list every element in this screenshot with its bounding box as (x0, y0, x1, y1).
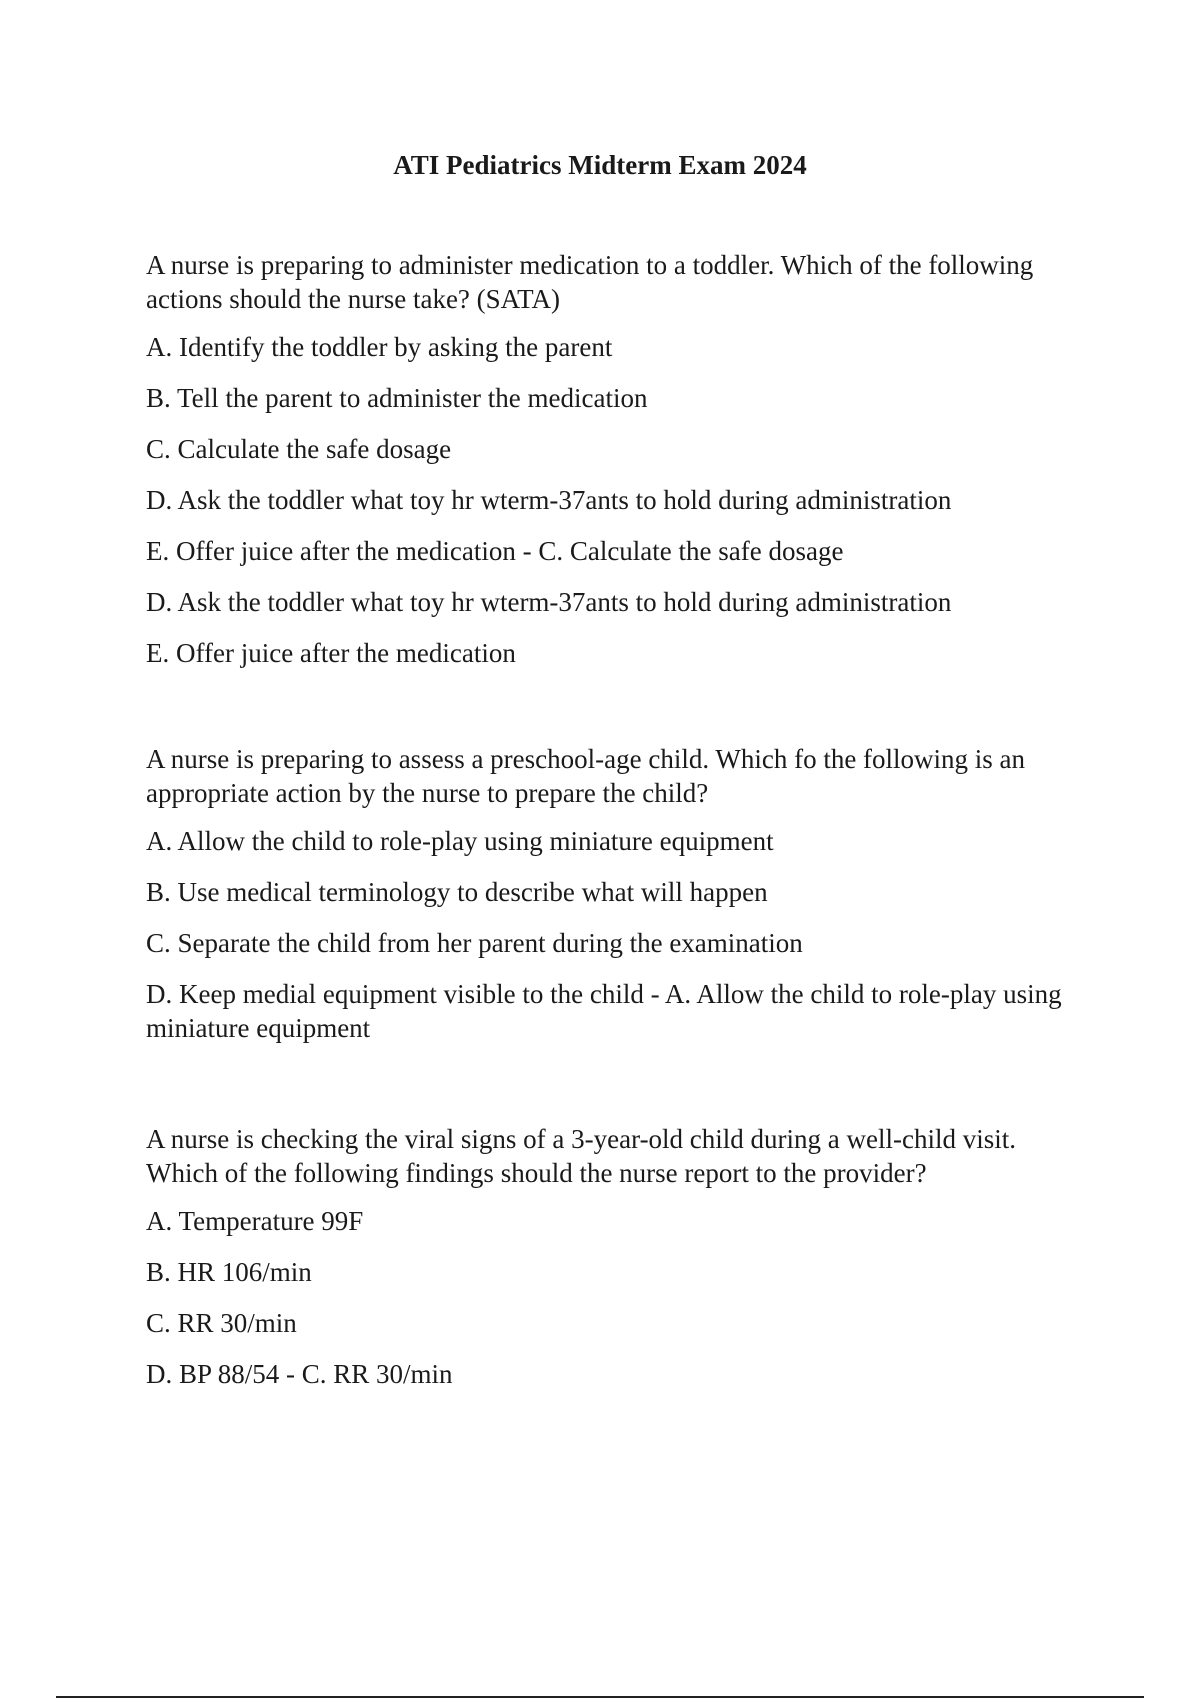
answer-option: D. BP 88/54 - C. RR 30/min (146, 1359, 453, 1389)
answer-option: D. Keep medial equipment visible to the child - A. Allow the child to role-play using miniature equipment (146, 979, 1062, 1043)
question-stem: A nurse is preparing to assess a preschool-age child. Which fo the following is an appropriate action by the nurse to prepare the child? (146, 744, 1026, 808)
answer-option: A. Identify the toddler by asking the parent (146, 332, 613, 362)
document-title: ATI Pediatrics Midterm Exam 2024 (393, 150, 807, 180)
answer-option: A. Temperature 99F (146, 1206, 364, 1236)
answer-option: B. Tell the parent to administer the medication (146, 383, 648, 413)
question-1 (146, 248, 1086, 687)
answer-option: D. Ask the toddler what toy hr wterm-37ants to hold during administration (146, 485, 952, 515)
answer-option: D. Ask the toddler what toy hr wterm-37ants to hold during administration (146, 587, 952, 617)
question-3 (146, 1122, 1086, 1408)
footer-rule (56, 1696, 1144, 1698)
answer-option: C. Calculate the safe dosage (146, 434, 452, 464)
question-stem: A nurse is preparing to administer medication to a toddler. Which of the following actions should the nurse take? (SATA) (146, 250, 1034, 314)
question-stem: A nurse is checking the viral signs of a 3-year-old child during a well-child visit. Which of the following findings should the nurse report to the provider? (146, 1124, 1016, 1188)
answer-option: E. Offer juice after the medication (146, 638, 516, 668)
answer-option: C. RR 30/min (146, 1308, 297, 1338)
answer-option: A. Allow the child to role-play using miniature equipment (146, 826, 774, 856)
answer-option: B. Use medical terminology to describe what will happen (146, 877, 768, 907)
answer-option: B. HR 106/min (146, 1257, 312, 1287)
answer-option: C. Separate the child from her parent during the examination (146, 928, 803, 958)
question-2 (146, 742, 1086, 1062)
answer-option: E. Offer juice after the medication - C. Calculate the safe dosage (146, 536, 844, 566)
